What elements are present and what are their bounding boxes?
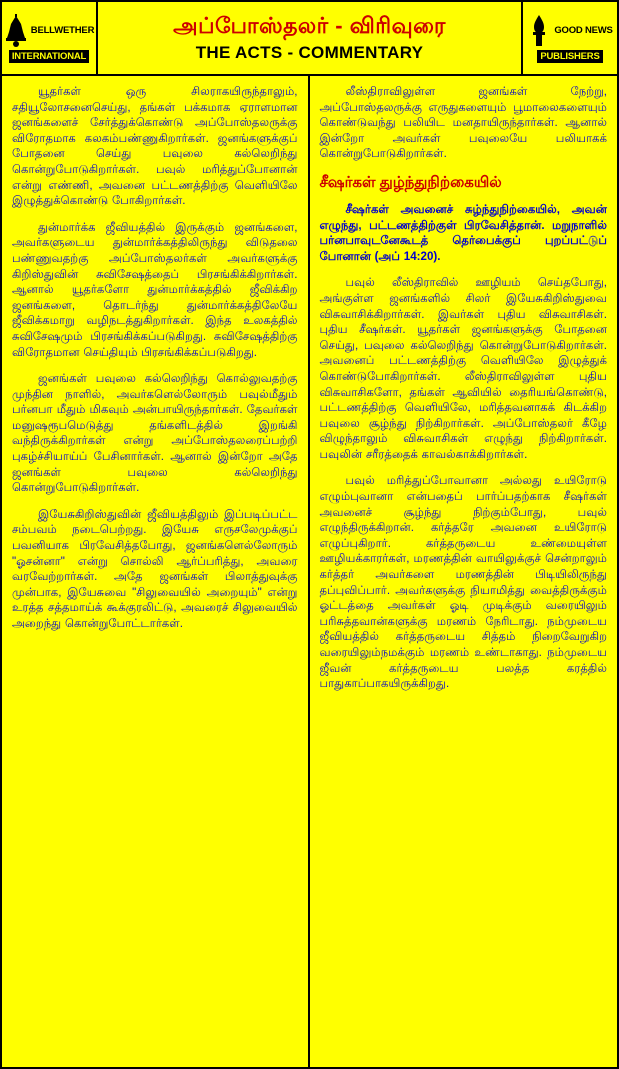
logo-row-right xyxy=(525,14,615,48)
paragraph: லீஸ்திராவிலுள்ள ஜனங்கள் நேற்று, அப்போஸ்தலருக்கு எருதுகளையும் பூமாலைகளையும் கொண்டுவந்து பலியிட மனதாயிருந்தார்கள். ஆனால் இன்றோ அவர்கள் பவுலையே பலியாகக் கொன்றுபோடுகிறார்கள். xyxy=(319,85,607,161)
logo-name-right: GOOD NEWS xyxy=(554,24,613,36)
paragraph: துன்மார்க்க ஜீவியத்தில் இருக்கும் ஜனங்களை, அவர்களுடைய துன்மார்க்கத்திலிருந்து விடுதலை பண்ணுவதற்கு அப்போஸ்தலர்கள் அவர்களுக்கு கிறிஸ்துவின் சுவிசேஷத்தைப் பிரசங்கிக்கிறார்கள். ஆனால் யூதர்களோ துன்மார்க்கத்தில் ஜீவிக்கிற ஜனங்களை, தொடர்ந்து துன்மார்க்கத்திலேயே ஜீவிக்கமாறு வழிநடத்துகிறார்கள். இந்த உலகத்தில் சுவிசேஷமும் பிரசங்கிக்கப்படுகிறது. சுவிசேஷத்திற்கு விரோதமான செய்தியும் பிரசங்கிக்கப்படுகிறது. xyxy=(12,220,298,359)
document-header xyxy=(2,2,617,76)
column-right xyxy=(310,76,618,1067)
paragraph: யூதர்கள் ஒரு சிலராகயிருந்தாலும், சதியூலோசனைசெய்து, தங்கள் பக்கமாக ஏராளமான ஜனங்களைச் சேர்த்துக்கொண்டு அப்போஸ்தலருக்கு விரோதமாக கலகம்பண்ணுகிறார்கள். ஜனங்களுக்குப் போதனை செய்து பவுலை கல்லெறிந்து கொன்றுபோடுகிறார்கள். பவுல் மரித்துப்போனான் என்று எண்ணி, அவனை பட்டணத்திற்கு வெளியிலே இழுத்துக்கொண்டு போகிறார்கள். xyxy=(12,85,298,208)
logo-row-left xyxy=(4,14,94,48)
document-body xyxy=(2,76,617,1067)
paragraph: பவுல் மரித்துப்போவானா அல்லது உயிரோடு எழும்புவானா என்பதைப் பார்ப்பதற்காக சீஷர்கள் அவனைச் சூழ்ந்து நிற்கும்போது, பவுல் எழுந்திருக்கிறான். கர்த்தரே அவனை உயிரோடு எழுப்புகிறார். கர்த்தருடைய உண்மையுள்ள ஊழியக்காரர்கள், மரணத்தின் வாயிலுக்குச் சென்றாலும் கர்த்தர் அவர்களை மரணத்தின் பிடியிலிருந்து தப்புவிப்பார். அவர்களுக்கு நியாமித்து வைத்திருக்கும் ஓட்டத்தை அவர்கள் ஓடி முடிக்கும் வரையிலும் பரிசுத்தவான்களுக்கு மரணம் நேரிடாது. நம்முடைய ஜீவியத்தில் கர்த்தருடைய சித்தம் நிறைவேறுகிற வரையிலும்நமக்கும் மரணம் உண்டாகாது. நம்முடைய ஜீவன் கர்த்தருடைய பலத்த கரத்தில் பாதுகாப்பாகயிருக்கிறது. xyxy=(319,474,607,691)
scripture-quote: சீஷர்கள் அவனைச் சுழ்ந்துநிற்கையில், அவன் எழுந்து, பட்டணத்திற்குள் பிரவேசித்தான். மறுநாளில் பர்னபாவுடனேகூடத் தெர்பைக்குப் புறப்பட்டுப் போனான் (அப் 14:20). xyxy=(319,202,607,263)
bell-icon xyxy=(4,14,28,48)
paragraph: பவுல் லீஸ்திராவில் ஊழியம் செய்தபோது, அங்குள்ள ஜனங்களில் சிலர் இயேசுகிறிஸ்துவை விசுவாசிக்கிறார்கள். இவர்கள் புதிய விசுவாசிகள். புதிய சீஷர்கள். யூதர்கள் ஜனங்களுக்கு போதனை செய்து, பவுலை கல்லெறிந்து கொன்றுபோடுகிறார்கள். அவனைப் பட்டணத்திற்கு வெளியிலே இழுத்துக் கொண்டுபோகிறார்கள். லீஸ்திராவிலுள்ள புதிய விசுவாசிகளோ, தங்கள் ஆவியில் தைரியங்கொண்டு, பட்டணத்திற்கு வெளியிலே, மரித்தவனாகக் கிடக்கிற பவுலை சூழ்ந்து நிற்கிறார்கள். அப்போஸ்தலர் கீழே விழுந்தாலும் விசுவாசிகள் எழுந்து நிற்கிறார்கள். பவுலின் சரீரத்தைக் காவல்காக்கிறார்கள். xyxy=(319,276,607,461)
paragraph: ஜனங்கள் பவுலை கல்லெறிந்து கொல்லுவதற்கு முந்தின நாளில், அவர்களெல்லோரும் பவுல்மீதும் பர்னபா மீதும் மிகவும் அன்பாயிருந்தார்கள். தேவர்கள் மனுஷரூபமெடுத்து தங்களிடத்தில் இறங்கி வந்திருக்கிறார்கள் என்று அப்போஸ்தலரைப்பற்றி புகழ்ச்சியாய்ப் பேசினார்கள். ஆனால் இன்றோ அதே ஜனங்கள் பவுலை கல்லெறிந்து கொன்றுபோடுகிறார்கள். xyxy=(12,372,298,495)
page-title-tamil: அப்போஸ்தலர் - விரிவுரை xyxy=(173,12,446,38)
page-title-english: THE ACTS - COMMENTARY xyxy=(195,42,424,62)
publisher-logo-left xyxy=(2,2,98,74)
logo-sub-left: INTERNATIONAL xyxy=(9,50,89,63)
torch-icon xyxy=(527,14,551,48)
title-block xyxy=(98,2,521,74)
paragraph: இயேசுகிறிஸ்துவின் ஜீவியத்திலும் இப்படிப்பட்ட சம்பவம் நடைபெற்றது. இயேசு எருசலேமுக்குப் பவனியாக பிரவேசித்தபோது, ஜனங்களெல்லோரும் "ஓசன்னா" என்று சொல்லி ஆர்ப்பரித்து, அவரை வரவேற்றார்கள். அதே ஜனங்கள் பிலாத்துவுக்கு முன்பாக, இயேசுவை "சிலுவையில் அறையும்" என்று உரத்த சத்தமாய்க் கூக்குரலிட்டு, அவரைச் சிலுவையில் அறைந்து கொன்றுபோட்டார்கள். xyxy=(12,507,298,630)
logo-name-left: BELLWETHER xyxy=(30,24,95,36)
publisher-logo-right xyxy=(521,2,617,74)
logo-sub-right: PUBLISHERS xyxy=(537,50,602,63)
column-left xyxy=(2,76,310,1067)
section-heading: சீஷர்கள் துழ்ந்துநிற்கையில் xyxy=(319,173,502,191)
